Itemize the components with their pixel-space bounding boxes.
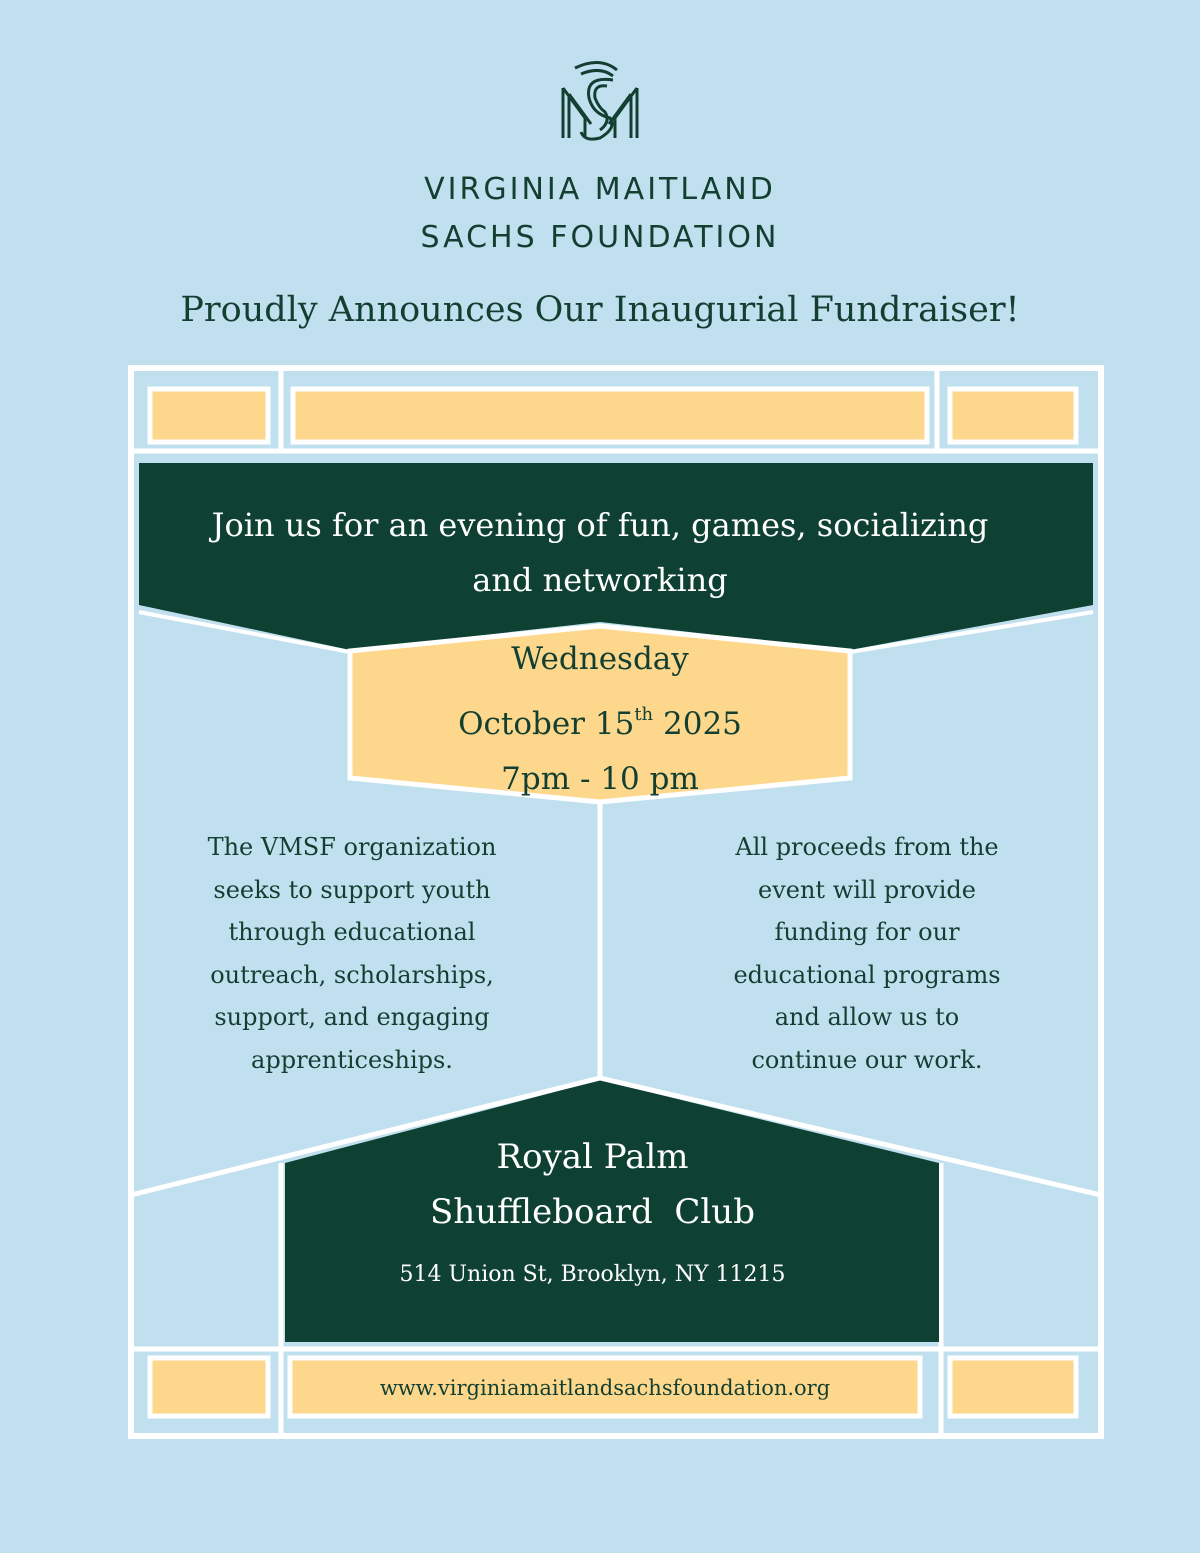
website-link[interactable]: www.virginiamaitlandsachsfoundation.org [379,1376,831,1400]
event-time: 7pm - 10 pm [501,761,699,797]
proceeds-line: continue our work. [751,1045,983,1074]
mission-line: The VMSF organization [207,833,497,861]
event-date [350,632,850,807]
org-name-line2: SACHS FOUNDATION [420,220,780,255]
invite-line2: and networking [472,561,728,599]
venue-name [285,1130,900,1240]
org-name-line1: VIRGINIA MAITLAND [424,172,776,207]
venue-address: 514 Union St, Brooklyn, NY 11215 [399,1262,786,1287]
proceeds-line: funding for our [774,918,960,946]
venue-name-line2: Shuffleboard Club [430,1192,755,1232]
top-right-gold-bar [950,389,1076,442]
invite-line1: Join us for an evening of fun, games, socializing [211,506,989,544]
mission-line: support, and engaging [214,1003,490,1031]
event-year: 2025 [653,706,742,742]
invite-text [150,498,1050,608]
proceeds-line: and allow us to [774,1003,960,1031]
event-date-main: October 15 [458,706,635,742]
venue-name-line1: Royal Palm [496,1137,689,1177]
mission-line: outreach, scholarships, [210,960,494,989]
bottom-left-gold-bar [150,1358,268,1416]
mission-text [172,826,532,1081]
mission-line: apprenticeships. [251,1045,453,1074]
mission-line: through educational [228,918,476,946]
top-center-gold-bar [293,389,927,442]
event-day: Wednesday [511,641,689,677]
proceeds-text [687,826,1047,1081]
announcement-headline: Proudly Announces Our Inaugurial Fundraiser! [180,290,1020,330]
top-left-gold-bar [150,389,268,442]
proceeds-line: educational programs [733,960,1001,989]
event-date-line [350,687,850,752]
proceeds-line: All proceeds from the [735,833,999,861]
proceeds-line: event will provide [758,875,976,904]
bottom-right-gold-bar [950,1358,1076,1416]
event-date-suffix: th [634,704,654,725]
mission-line: seeks to support youth [213,875,491,904]
